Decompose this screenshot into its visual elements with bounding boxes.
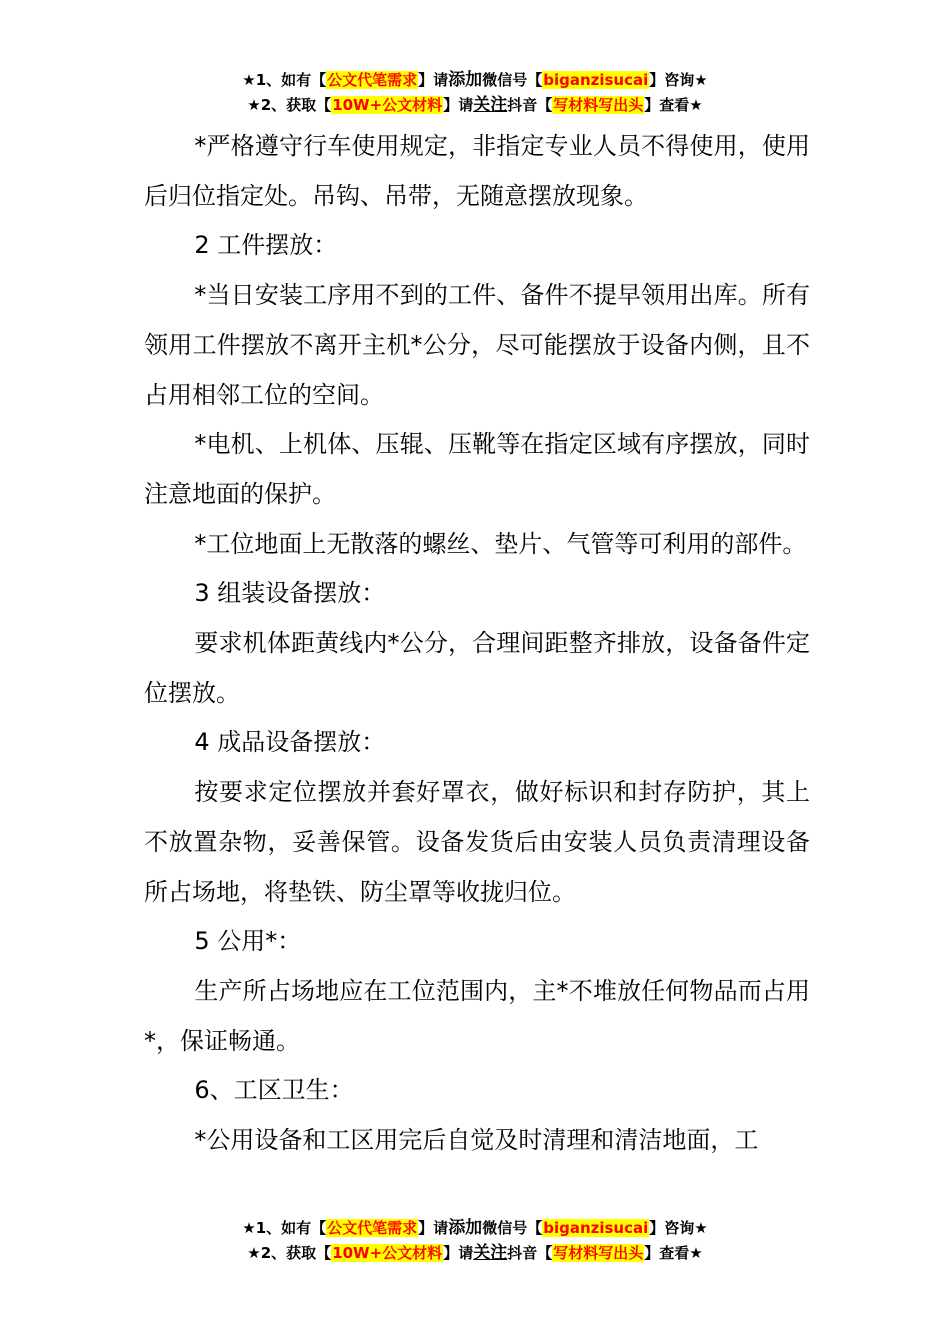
banner-highlight: 写材料写出头 <box>553 1244 644 1262</box>
section-heading: 3 组装设备摆放： <box>194 579 386 608</box>
banner-line-2 <box>0 1241 950 1266</box>
banner-text: ★1、如有【 <box>242 1219 327 1237</box>
banner-text: ★1、如有【 <box>242 71 327 89</box>
banner-text: 微信号【 <box>482 71 543 89</box>
paragraph: *公用设备和工区用完后自觉及时清理和清洁地面，工 <box>194 1126 759 1155</box>
paragraph: 生产所占场地应在工位范围内，主*不堆放任何物品而占用*，保证畅通。 <box>144 976 810 1055</box>
banner-text: 】请 <box>443 96 474 114</box>
paragraph: *当日安装工序用不到的工件、备件不提早领用出库。所有领用工件摆放不离开主机*公分，尽可能摆放于设备内侧，且不占用相邻工位的空间。 <box>144 281 810 409</box>
banner-emphasis: 关注 <box>473 95 508 115</box>
paragraph: 按要求定位摆放并套好罩衣，做好标识和封存防护，其上不放置杂物，妥善保管。设备发货后由安装人员负责清理设备所占场地，将垫铁、防尘罩等收拢归位。 <box>144 778 810 906</box>
paragraph: *工位地面上无散落的螺丝、垫片、气管等可利用的部件。 <box>194 529 807 558</box>
banner-highlight: biganzisucai <box>543 71 649 89</box>
banner-emphasis: 关注 <box>473 1243 508 1263</box>
banner-text: 】请 <box>418 1219 449 1237</box>
banner-highlight: 公文代笔需求 <box>327 1219 418 1237</box>
banner-text: 】请 <box>418 71 449 89</box>
section-heading: 2 工件摆放： <box>194 231 338 260</box>
banner-text: ★2、获取【 <box>247 1244 332 1262</box>
banner-text: 】请 <box>443 1244 474 1262</box>
document-body <box>144 122 810 1166</box>
banner-text: ★2、获取【 <box>247 96 332 114</box>
section-heading: 4 成品设备摆放： <box>194 728 386 757</box>
banner-highlight: 公文代笔需求 <box>327 71 418 89</box>
banner-text: 】咨询★ <box>649 71 708 89</box>
paragraph: 要求机体距黄线内*公分，合理间距整齐排放，设备备件定位摆放。 <box>144 629 810 707</box>
paragraph: *严格遵守行车使用规定，非指定专业人员不得使用，使用后归位指定处。吊钩、吊带，无随意摆放现象。 <box>144 132 810 210</box>
paragraph: *电机、上机体、压辊、压靴等在指定区域有序摆放，同时注意地面的保护。 <box>144 430 810 508</box>
footer-banner <box>0 1216 950 1266</box>
banner-text: 抖音【 <box>507 1244 553 1262</box>
banner-highlight: 10W+公文材料 <box>332 1244 443 1262</box>
banner-text: 微信号【 <box>482 1219 543 1237</box>
banner-line-2 <box>0 93 950 118</box>
banner-line-1 <box>0 68 950 93</box>
banner-highlight: biganzisucai <box>543 1219 649 1237</box>
banner-line-1 <box>0 1216 950 1241</box>
banner-highlight: 10W+公文材料 <box>332 96 443 114</box>
banner-emphasis: 添加 <box>448 70 483 90</box>
section-heading: 5 公用*： <box>194 927 302 956</box>
banner-text: 】查看★ <box>644 1244 703 1262</box>
banner-text: 】咨询★ <box>649 1219 708 1237</box>
banner-emphasis: 添加 <box>448 1218 483 1238</box>
banner-text: 】查看★ <box>644 96 703 114</box>
section-heading: 6、工区卫生： <box>194 1076 354 1105</box>
banner-text: 抖音【 <box>507 96 553 114</box>
header-banner <box>0 68 950 118</box>
banner-highlight: 写材料写出头 <box>553 96 644 114</box>
